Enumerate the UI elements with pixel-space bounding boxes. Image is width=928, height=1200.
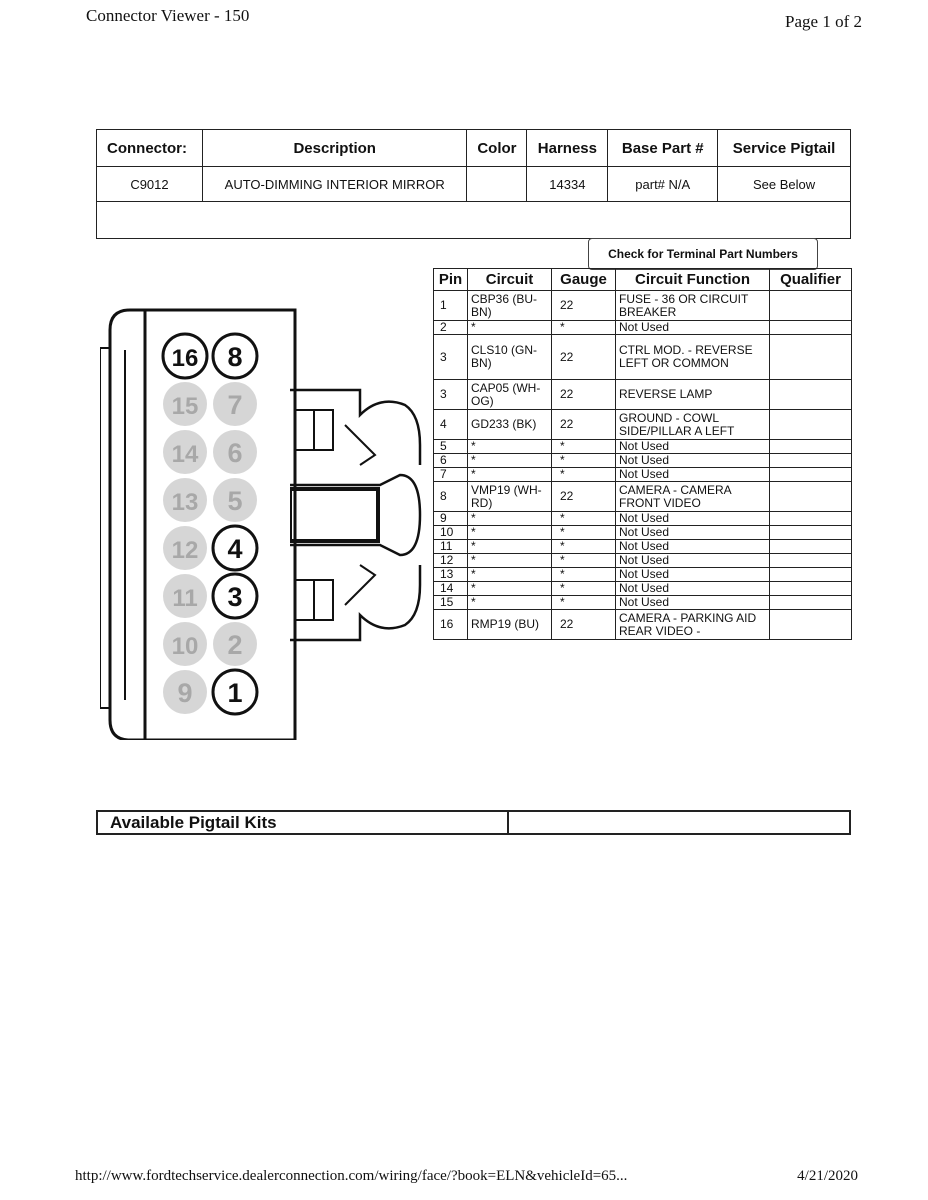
pin-15-label: 15 bbox=[171, 393, 199, 420]
cell-qualifier bbox=[770, 440, 852, 454]
pin-9-label: 9 bbox=[177, 678, 193, 708]
cell-function: Not Used bbox=[616, 540, 770, 554]
cell-qualifier bbox=[770, 291, 852, 321]
cell-pin: 10 bbox=[434, 526, 468, 540]
table-row bbox=[434, 380, 852, 410]
cell-gauge: * bbox=[552, 582, 616, 596]
cell-circuit: * bbox=[468, 596, 552, 610]
table-row bbox=[434, 291, 852, 321]
cell-gauge: * bbox=[552, 554, 616, 568]
footer-date: 4/21/2020 bbox=[797, 1168, 858, 1184]
cell-qualifier bbox=[770, 512, 852, 526]
pin-3-label: 3 bbox=[227, 582, 243, 612]
cell-pin: 3 bbox=[434, 380, 468, 410]
cell-qualifier bbox=[770, 610, 852, 640]
cell-pin: 6 bbox=[434, 454, 468, 468]
summary-blank-row bbox=[97, 202, 851, 239]
cell-pin: 8 bbox=[434, 482, 468, 512]
cell-circuit: * bbox=[468, 540, 552, 554]
cell-function: REVERSE LAMP bbox=[616, 380, 770, 410]
pin-14-label: 14 bbox=[171, 441, 199, 468]
connector-description: AUTO-DIMMING INTERIOR MIRROR bbox=[202, 167, 466, 202]
col-base-part: Base Part # bbox=[608, 130, 718, 167]
cell-qualifier bbox=[770, 380, 852, 410]
cell-qualifier bbox=[770, 410, 852, 440]
cell-circuit: VMP19 (WH-RD) bbox=[468, 482, 552, 512]
connector-id: C9012 bbox=[97, 167, 203, 202]
cell-circuit: CLS10 (GN-BN) bbox=[468, 335, 552, 380]
cell-pin: 12 bbox=[434, 554, 468, 568]
col-pin: Pin bbox=[434, 269, 468, 291]
cell-function: Not Used bbox=[616, 554, 770, 568]
cell-function: Not Used bbox=[616, 512, 770, 526]
col-color: Color bbox=[467, 130, 527, 167]
pin-2-label: 2 bbox=[227, 630, 243, 660]
pin-12-label: 12 bbox=[171, 537, 199, 564]
table-row bbox=[434, 440, 852, 454]
cell-gauge: 22 bbox=[552, 380, 616, 410]
cell-gauge: 22 bbox=[552, 291, 616, 321]
cell-gauge: * bbox=[552, 440, 616, 454]
cell-circuit: * bbox=[468, 468, 552, 482]
cell-pin: 11 bbox=[434, 540, 468, 554]
cell-pin: 16 bbox=[434, 610, 468, 640]
cell-pin: 5 bbox=[434, 440, 468, 454]
cell-gauge: 22 bbox=[552, 610, 616, 640]
cell-gauge: * bbox=[552, 526, 616, 540]
col-service-pigtail: Service Pigtail bbox=[718, 130, 851, 167]
pin-6-label: 6 bbox=[227, 438, 243, 468]
footer-url[interactable]: http://www.fordtechservice.dealerconnection.com/wiring/face/?book=ELN&vehicleId=65... bbox=[75, 1168, 628, 1184]
cell-circuit: * bbox=[468, 454, 552, 468]
cell-function: Not Used bbox=[616, 596, 770, 610]
table-row bbox=[434, 540, 852, 554]
cell-qualifier bbox=[770, 454, 852, 468]
cell-qualifier bbox=[770, 596, 852, 610]
table-row bbox=[434, 526, 852, 540]
col-description: Description bbox=[202, 130, 466, 167]
connector-service-pigtail: See Below bbox=[718, 167, 851, 202]
pin-10-label: 10 bbox=[171, 633, 199, 660]
cell-qualifier bbox=[770, 554, 852, 568]
connector-face-diagram bbox=[100, 300, 300, 740]
cell-circuit: * bbox=[468, 582, 552, 596]
cell-circuit: * bbox=[468, 554, 552, 568]
cell-qualifier bbox=[770, 540, 852, 554]
pigtail-kits-value bbox=[508, 811, 850, 834]
cell-circuit: CAP05 (WH-OG) bbox=[468, 380, 552, 410]
table-row bbox=[434, 512, 852, 526]
table-row bbox=[434, 482, 852, 512]
page-number: Page 1 of 2 bbox=[785, 12, 862, 31]
check-terminal-part-numbers-button[interactable]: Check for Terminal Part Numbers bbox=[588, 238, 818, 270]
cell-circuit: * bbox=[468, 321, 552, 335]
pin-table bbox=[433, 268, 852, 640]
cell-gauge: * bbox=[552, 568, 616, 582]
cell-gauge: * bbox=[552, 596, 616, 610]
cell-pin: 1 bbox=[434, 291, 468, 321]
connector-summary-table bbox=[96, 129, 851, 239]
connector-harness: 14334 bbox=[527, 167, 608, 202]
col-connector: Connector: bbox=[97, 130, 203, 167]
cell-function: Not Used bbox=[616, 440, 770, 454]
cell-function: CAMERA - PARKING AID REAR VIDEO - bbox=[616, 610, 770, 640]
pin-1-label: 1 bbox=[227, 678, 243, 708]
cell-gauge: 22 bbox=[552, 410, 616, 440]
table-row bbox=[434, 568, 852, 582]
cell-qualifier bbox=[770, 526, 852, 540]
table-row bbox=[434, 468, 852, 482]
cell-circuit: * bbox=[468, 526, 552, 540]
cell-qualifier bbox=[770, 582, 852, 596]
cell-function: Not Used bbox=[616, 568, 770, 582]
pin-11-label: 11 bbox=[172, 585, 198, 612]
cell-function: Not Used bbox=[616, 468, 770, 482]
page-title: Connector Viewer - 150 bbox=[86, 6, 250, 25]
cell-gauge: 22 bbox=[552, 482, 616, 512]
cell-pin: 13 bbox=[434, 568, 468, 582]
table-row bbox=[434, 335, 852, 380]
cell-gauge: * bbox=[552, 540, 616, 554]
col-circuit-function: Circuit Function bbox=[616, 269, 770, 291]
pigtail-kits-table bbox=[96, 810, 851, 835]
cell-qualifier bbox=[770, 482, 852, 512]
cell-function: GROUND - COWL SIDE/PILLAR A LEFT bbox=[616, 410, 770, 440]
col-harness: Harness bbox=[527, 130, 608, 167]
cell-pin: 9 bbox=[434, 512, 468, 526]
cell-gauge: * bbox=[552, 321, 616, 335]
cell-function: FUSE - 36 OR CIRCUIT BREAKER bbox=[616, 291, 770, 321]
pin-13-label: 13 bbox=[171, 489, 199, 516]
cell-circuit: GD233 (BK) bbox=[468, 410, 552, 440]
cell-pin: 3 bbox=[434, 335, 468, 380]
cell-qualifier bbox=[770, 321, 852, 335]
table-row bbox=[434, 582, 852, 596]
cell-circuit: * bbox=[468, 512, 552, 526]
cell-pin: 2 bbox=[434, 321, 468, 335]
cell-gauge: 22 bbox=[552, 335, 616, 380]
cell-qualifier bbox=[770, 335, 852, 380]
cell-qualifier bbox=[770, 468, 852, 482]
pin-7-label: 7 bbox=[227, 390, 243, 420]
cell-gauge: * bbox=[552, 512, 616, 526]
cell-function: Not Used bbox=[616, 321, 770, 335]
col-qualifier: Qualifier bbox=[770, 269, 852, 291]
connector-base-part: part# N/A bbox=[608, 167, 718, 202]
cell-circuit: RMP19 (BU) bbox=[468, 610, 552, 640]
connector-latch-diagram bbox=[290, 385, 435, 645]
table-row bbox=[434, 596, 852, 610]
cell-pin: 4 bbox=[434, 410, 468, 440]
col-circuit: Circuit bbox=[468, 269, 552, 291]
cell-pin: 14 bbox=[434, 582, 468, 596]
cell-circuit: * bbox=[468, 440, 552, 454]
pin-8-label: 8 bbox=[227, 342, 243, 372]
table-row bbox=[434, 554, 852, 568]
pin-16-label: 16 bbox=[171, 345, 199, 372]
cell-circuit: CBP36 (BU-BN) bbox=[468, 291, 552, 321]
pin-4-label: 4 bbox=[227, 534, 243, 564]
cell-pin: 15 bbox=[434, 596, 468, 610]
table-row bbox=[434, 454, 852, 468]
cell-function: Not Used bbox=[616, 582, 770, 596]
table-row bbox=[434, 610, 852, 640]
table-row bbox=[434, 410, 852, 440]
cell-circuit: * bbox=[468, 568, 552, 582]
cell-gauge: * bbox=[552, 468, 616, 482]
cell-gauge: * bbox=[552, 454, 616, 468]
col-gauge: Gauge bbox=[552, 269, 616, 291]
cell-pin: 7 bbox=[434, 468, 468, 482]
pigtail-kits-title: Available Pigtail Kits bbox=[97, 811, 508, 834]
cell-function: CAMERA - CAMERA FRONT VIDEO bbox=[616, 482, 770, 512]
connector-color bbox=[467, 167, 527, 202]
cell-qualifier bbox=[770, 568, 852, 582]
cell-function: CTRL MOD. - REVERSE LEFT OR COMMON bbox=[616, 335, 770, 380]
cell-function: Not Used bbox=[616, 526, 770, 540]
table-row bbox=[434, 321, 852, 335]
cell-function: Not Used bbox=[616, 454, 770, 468]
pin-5-label: 5 bbox=[227, 486, 243, 516]
